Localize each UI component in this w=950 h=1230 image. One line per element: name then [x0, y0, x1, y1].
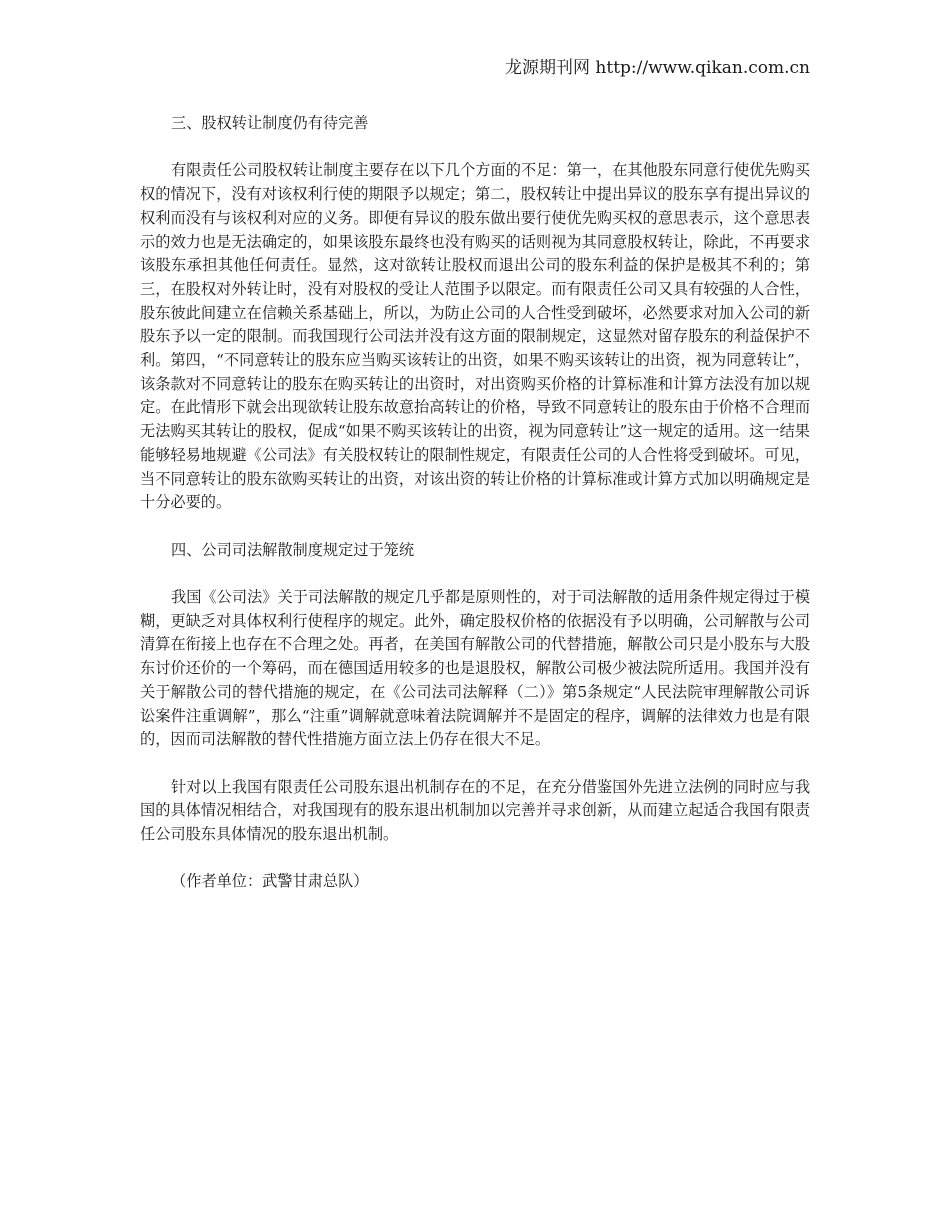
section-3-paragraph: 有限责任公司股权转让制度主要存在以下几个方面的不足：第一，在其他股东同意行使优先购买权的情况下，没有对该权利行使的期限予以规定；第二，股权转让中提出异议的股东享有提出异议的权利而没有与该权利对应的义务。即便有异议的股东做出要行使优先购买权的意思表示，这个意思表示的效力也是无法确定的，如果该股东最终也没有购买的话则视为其同意股权转让，除此，不再要求该股东承担其他任何责任。显然，这对欲转让股权而退出公司的股东利益的保护是极其不利的；第三，在股权对外转让时，没有对股权的受让人范围予以限定。而有限责任公司又具有较强的人合性，股东彼此间建立在信赖关系基础上，所以，为防止公司的人合性受到破坏，必然要求对加入公司的新股东予以一定的限制。而我国现行公司法并没有这方面的限制规定，这显然对留存股东的利益保护不利。第四，“不同意转让的股东应当购买该转让的出资，如果不购买该转让的出资，视为同意转让”，该条款对不同意转让的股东在购买转让的出资时，对出资购买价格的计算标准和计算方法没有加以规定。在此情形下就会出现欲转让股东故意抬高转让的价格，导致不同意转让的股东由于价格不合理而无法购买其转让的股权，促成“如果不购买该转让的出资，视为同意转让”这一规定的适用。这一结果能够轻易地规避《公司法》有关股权转让的限制性规定，有限责任公司的人合性将受到破坏。可见，当不同意转让的股东欲购买转让的出资，对该出资的转让价格的计算标准或计算方式加以明确规定是十分必要的。 — [140, 161, 810, 512]
section-heading-4: 四、公司司法解散制度规定过于笼统 — [171, 540, 414, 559]
paragraph-gap — [140, 752, 810, 776]
paragraph-gap — [140, 136, 810, 160]
paragraph-gap — [140, 515, 810, 539]
paragraph-gap — [140, 847, 810, 871]
journal-header: 龙源期刊网 http://www.qikan.com.cn — [505, 58, 810, 78]
article-body — [140, 112, 810, 894]
author-unit: （作者单位：武警甘肃总队） — [171, 872, 369, 891]
section-4-paragraph: 我国《公司法》关于司法解散的规定几乎都是原则性的，对于司法解散的适用条件规定得过于模糊，更缺乏对具体权利行使程序的规定。此外，确定股权价格的依据没有予以明确，公司解散与公司清算在衔接上也存在不合理之处。再者，在美国有解散公司的代替措施，解散公司只是小股东与大股东讨价还价的一个筹码，而在德国适用较多的也是退股权，解散公司极少被法院所适用。我国并没有关于解散公司的替代措施的规定，在《公司法司法解释（二）》第5条规定“人民法院审理解散公司诉讼案件注重调解”，那么“注重”调解就意味着法院调解并不是固定的程序，调解的法律效力也是有限的，因而司法解散的替代性措施方面立法上仍存在很大不足。 — [140, 588, 810, 749]
section-heading-3: 三、股权转让制度仍有待完善 — [171, 114, 369, 132]
paragraph-gap — [140, 562, 810, 586]
conclusion-paragraph: 针对以上我国有限责任公司股东退出机制存在的不足，在充分借鉴国外先进立法例的同时应与我国的具体情况相结合，对我国现有的股东退出机制加以完善并寻求创新，从而建立起适合我国有限责任公司股东具体情况的股东退出机制。 — [140, 777, 810, 844]
